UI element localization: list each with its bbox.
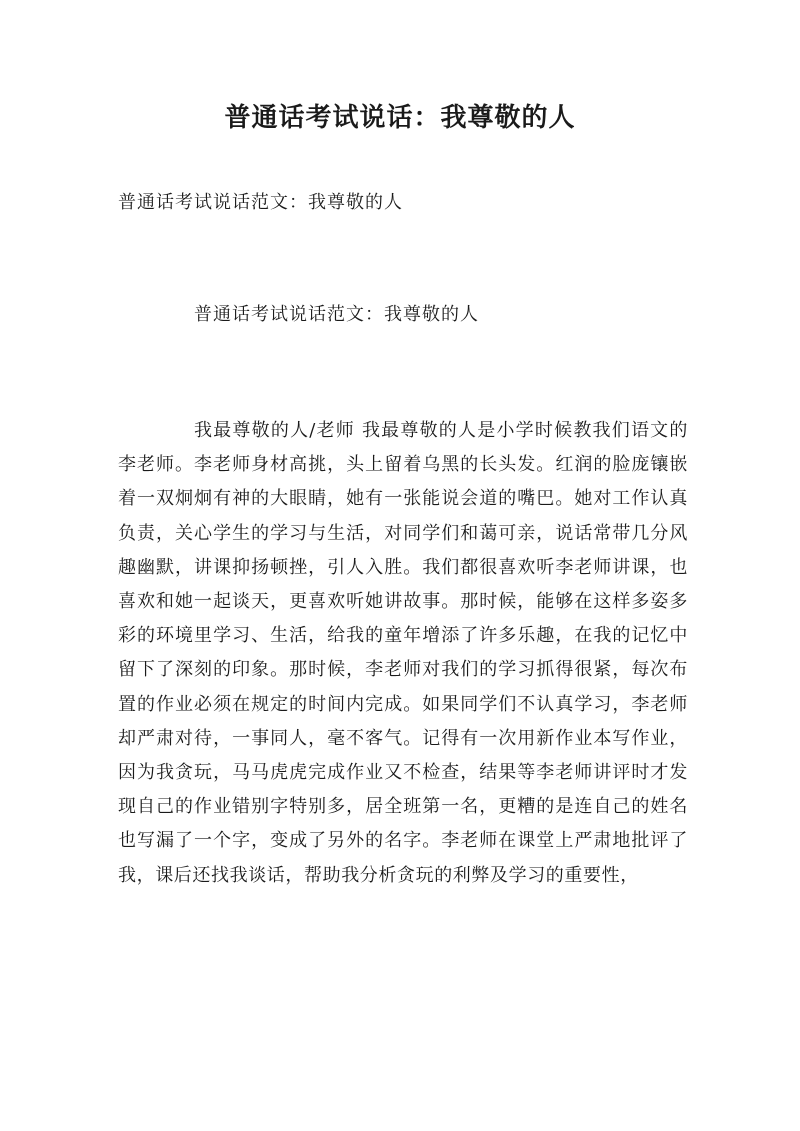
document-subtitle-repeat: 普通话考试说话范文：我尊敬的人 [194, 304, 479, 325]
document-title: 普通话考试说话：我尊敬的人 [224, 103, 576, 133]
body-paragraph: 我最尊敬的人/老师 我最尊敬的人是小学时候教我们语文的李老师。李老师身材高挑，头上留着乌黑的长头发。红润的脸庞镶嵌着一双炯炯有神的大眼睛，她有一张能说会道的嘴巴。她对工作认真负责，关心学生的学习与生活，对同学们和蔼可亲，说话常带几分风趣幽默，讲课抑扬顿挫，引人入胜。我们都很喜欢听李老师讲课，也喜欢和她一起谈天，更喜欢听她讲故事。那时候，能够在这样多姿多彩的环境里学习、生活，给我的童年增添了许多乐趣，在我的记忆中留下了深刻的印象。那时候，李老师对我们的学习抓得很紧，每次布置的作业必须在规定的时间内完成。如果同学们不认真学习，李老师却严肃对待，一事同人，毫不客气。记得有一次用新作业本写作业，因为我贪玩，马马虎虎完成作业又不检查，结果等李老师讲评时才发现自己的作业错别字特别多，居全班第一名，更糟的是连自己的姓名也写漏了一个字，变成了另外的名字。李老师在课堂上严肃地批评了我，课后还找我谈话，帮助我分析贪玩的利弊及学习的重要性， [118, 420, 688, 886]
document-subtitle: 普通话考试说话范文：我尊敬的人 [118, 192, 403, 213]
